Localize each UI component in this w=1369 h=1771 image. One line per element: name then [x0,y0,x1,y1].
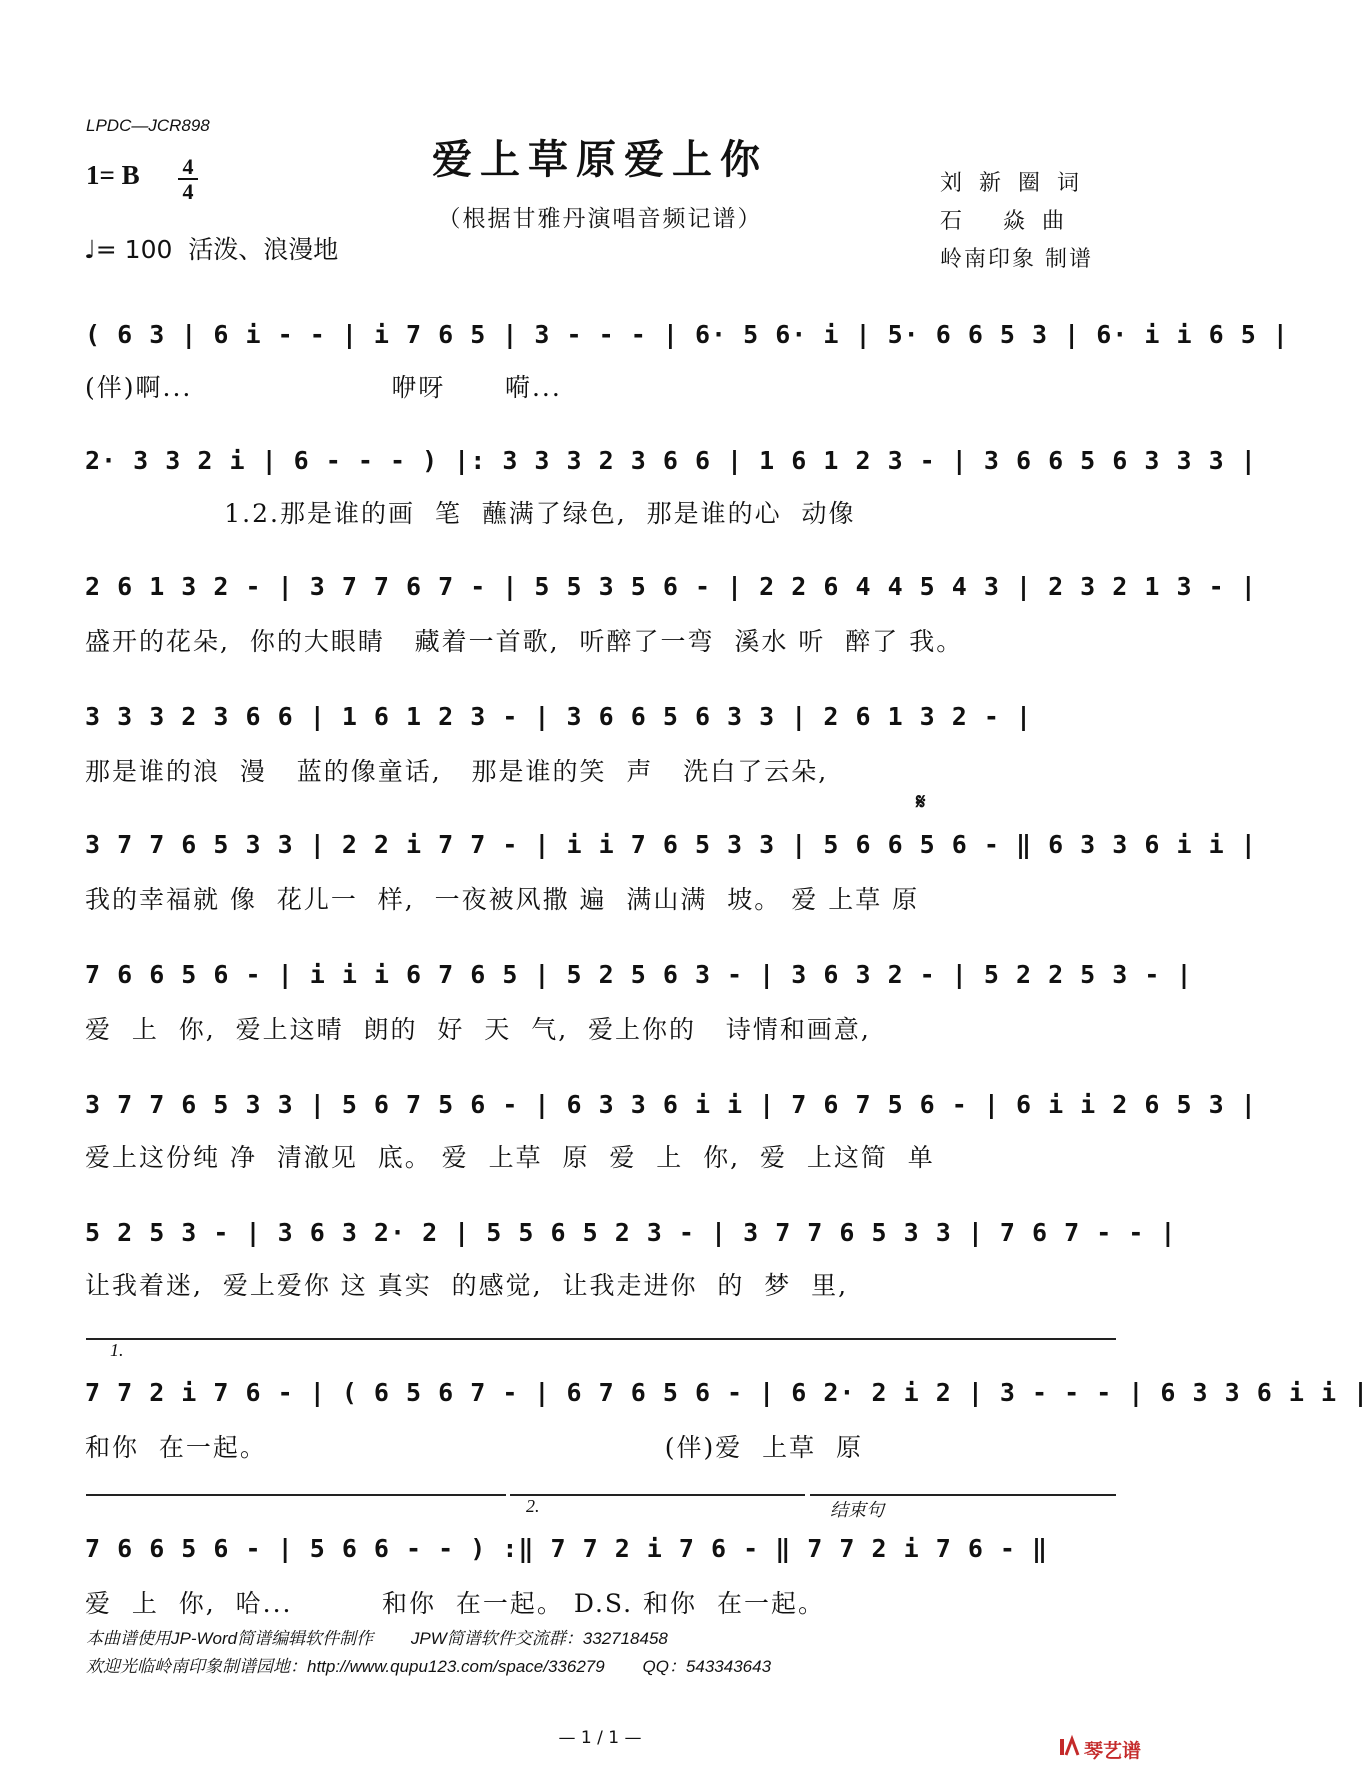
lyrics-line-8: 让我着迷, 爱上爱你 这 真实 的感觉, 让我走进你 的 梦 里, [85,1271,849,1300]
second-ending-bracket [510,1494,805,1496]
footer-line-2: 欢迎光临岭南印象制谱园地：http://www.qupu123.com/space/336279 QQ：543343643 [86,1657,772,1676]
arranger-credit: 岭南印象 制谱 [940,247,1093,272]
song-subtitle: （根据甘雅丹演唱音频记谱） [437,206,763,232]
composer-credit: 石 焱 曲 [940,209,1069,234]
lyricist-credit: 刘 新 圈 词 [940,171,1084,196]
brand-logo-icon [1058,1736,1080,1758]
notes-line-1: ( 6 3 | 6 i - - | i 7 6 5 | 3 - - - | 6· 5 6· i | 5· 6 6 5 3 | 6· i i 6 5 | [85,320,1289,349]
lyrics-line-7: 爱上这份纯 净 清澈见 底。 爱 上草 原 爱 上 你, 爱 上这简 单 [85,1143,935,1172]
lyrics-line-3: 盛开的花朵, 你的大眼睛 藏着一首歌, 听醉了一弯 溪水 听 醉了 我。 [85,627,964,656]
notes-line-10: 7 6 6 5 6 - | 5 6 6 - - ) :‖ 7 7 2 i 7 6 - ‖ 7 7 2 i 7 6 - ‖ [85,1534,1049,1563]
notes-line-3: 2 6 1 3 2 - | 3 7 7 6 7 - | 5 5 3 5 6 - | 2 2 6 4 4 5 4 3 | 2 3 2 1 3 - | [85,572,1257,601]
lyrics-line-4: 那是谁的浪 漫 蓝的像童话, 那是谁的笑 声 洗白了云朵, [85,757,829,786]
notes-line-4: 3 3 3 2 3 6 6 | 1 6 1 2 3 - | 3 6 6 5 6 3 3 | 2 6 1 3 2 - | [85,702,1033,731]
lyrics-line-6: 爱 上 你, 爱上这晴 朗的 好 天 气, 爱上你的 诗情和画意, [85,1015,871,1044]
second-ending-label: 2. [526,1496,540,1516]
page-number: — 1 / 1 — [558,1728,642,1748]
notes-line-9: 7 7 2 i 7 6 - | ( 6 5 6 7 - | 6 7 6 5 6 - | 6 2· 2 i 2 | 3 - - - | 6 3 3 6 i i | [85,1378,1369,1407]
segno-sign: 𝄋 [916,790,926,815]
notes-line-6: 7 6 6 5 6 - | i i i 6 7 6 5 | 5 2 5 6 3 - | 3 6 3 2 - | 5 2 2 5 3 - | [85,960,1193,989]
repeat-bracket [86,1494,506,1496]
lyrics-line-5: 我的幸福就 像 花儿一 样, 一夜被风撒 遍 满山满 坡。 爱 上草 原 [85,885,920,914]
notes-line-8: 5 2 5 3 - | 3 6 3 2· 2 | 5 5 6 5 2 3 - | 3 7 7 6 5 3 3 | 7 6 7 - - | [85,1218,1177,1247]
first-ending-label: 1. [110,1340,124,1360]
key-signature: 1= B [86,160,140,190]
lyrics-line-9: 和你 在一起。 (伴)爱 上草 原 [85,1433,864,1462]
tempo-marking: ♩= 100 活泼、浪漫地 [84,235,339,264]
footer-line-1: 本曲谱使用JP-Word简谱编辑软件制作 JPW简谱软件交流群：332718458 [86,1629,668,1648]
meter-bottom: 4 [182,179,194,204]
lyrics-line-10: 爱 上 你, 哈... 和你 在一起。 D.S. 和你 在一起。 [85,1589,825,1618]
lyrics-line-2: 1.2.那是谁的画 笔 蘸满了绿色, 那是谁的心 动像 [85,499,856,528]
notes-line-7: 3 7 7 6 5 3 3 | 5 6 7 5 6 - | 6 3 3 6 i i | 7 6 7 5 6 - | 6 i i 2 6 5 3 | [85,1090,1257,1119]
lyrics-line-1: (伴)啊... 咿呀 嗬... [85,373,562,402]
ending-label: 结束句 [830,1500,884,1520]
notes-line-2: 2· 3 3 2 i | 6 - - - ) |: 3 3 3 2 3 6 6 | 1 6 1 2 3 - | 3 6 6 5 6 3 3 3 | [85,446,1257,475]
song-title: 爱上草原爱上你 [432,136,768,183]
score-code: LPDC—JCR898 [86,116,210,135]
first-ending-bracket [86,1338,1116,1340]
meter-top: 4 [182,154,194,179]
notes-line-5: 3 7 7 6 5 3 3 | 2 2 i 7 7 - | i i 7 6 5 3 3 | 5 6 6 5 6 - ‖ 6 3 3 6 i i | [85,830,1257,859]
brand-name: 琴艺谱 [1084,1740,1142,1762]
